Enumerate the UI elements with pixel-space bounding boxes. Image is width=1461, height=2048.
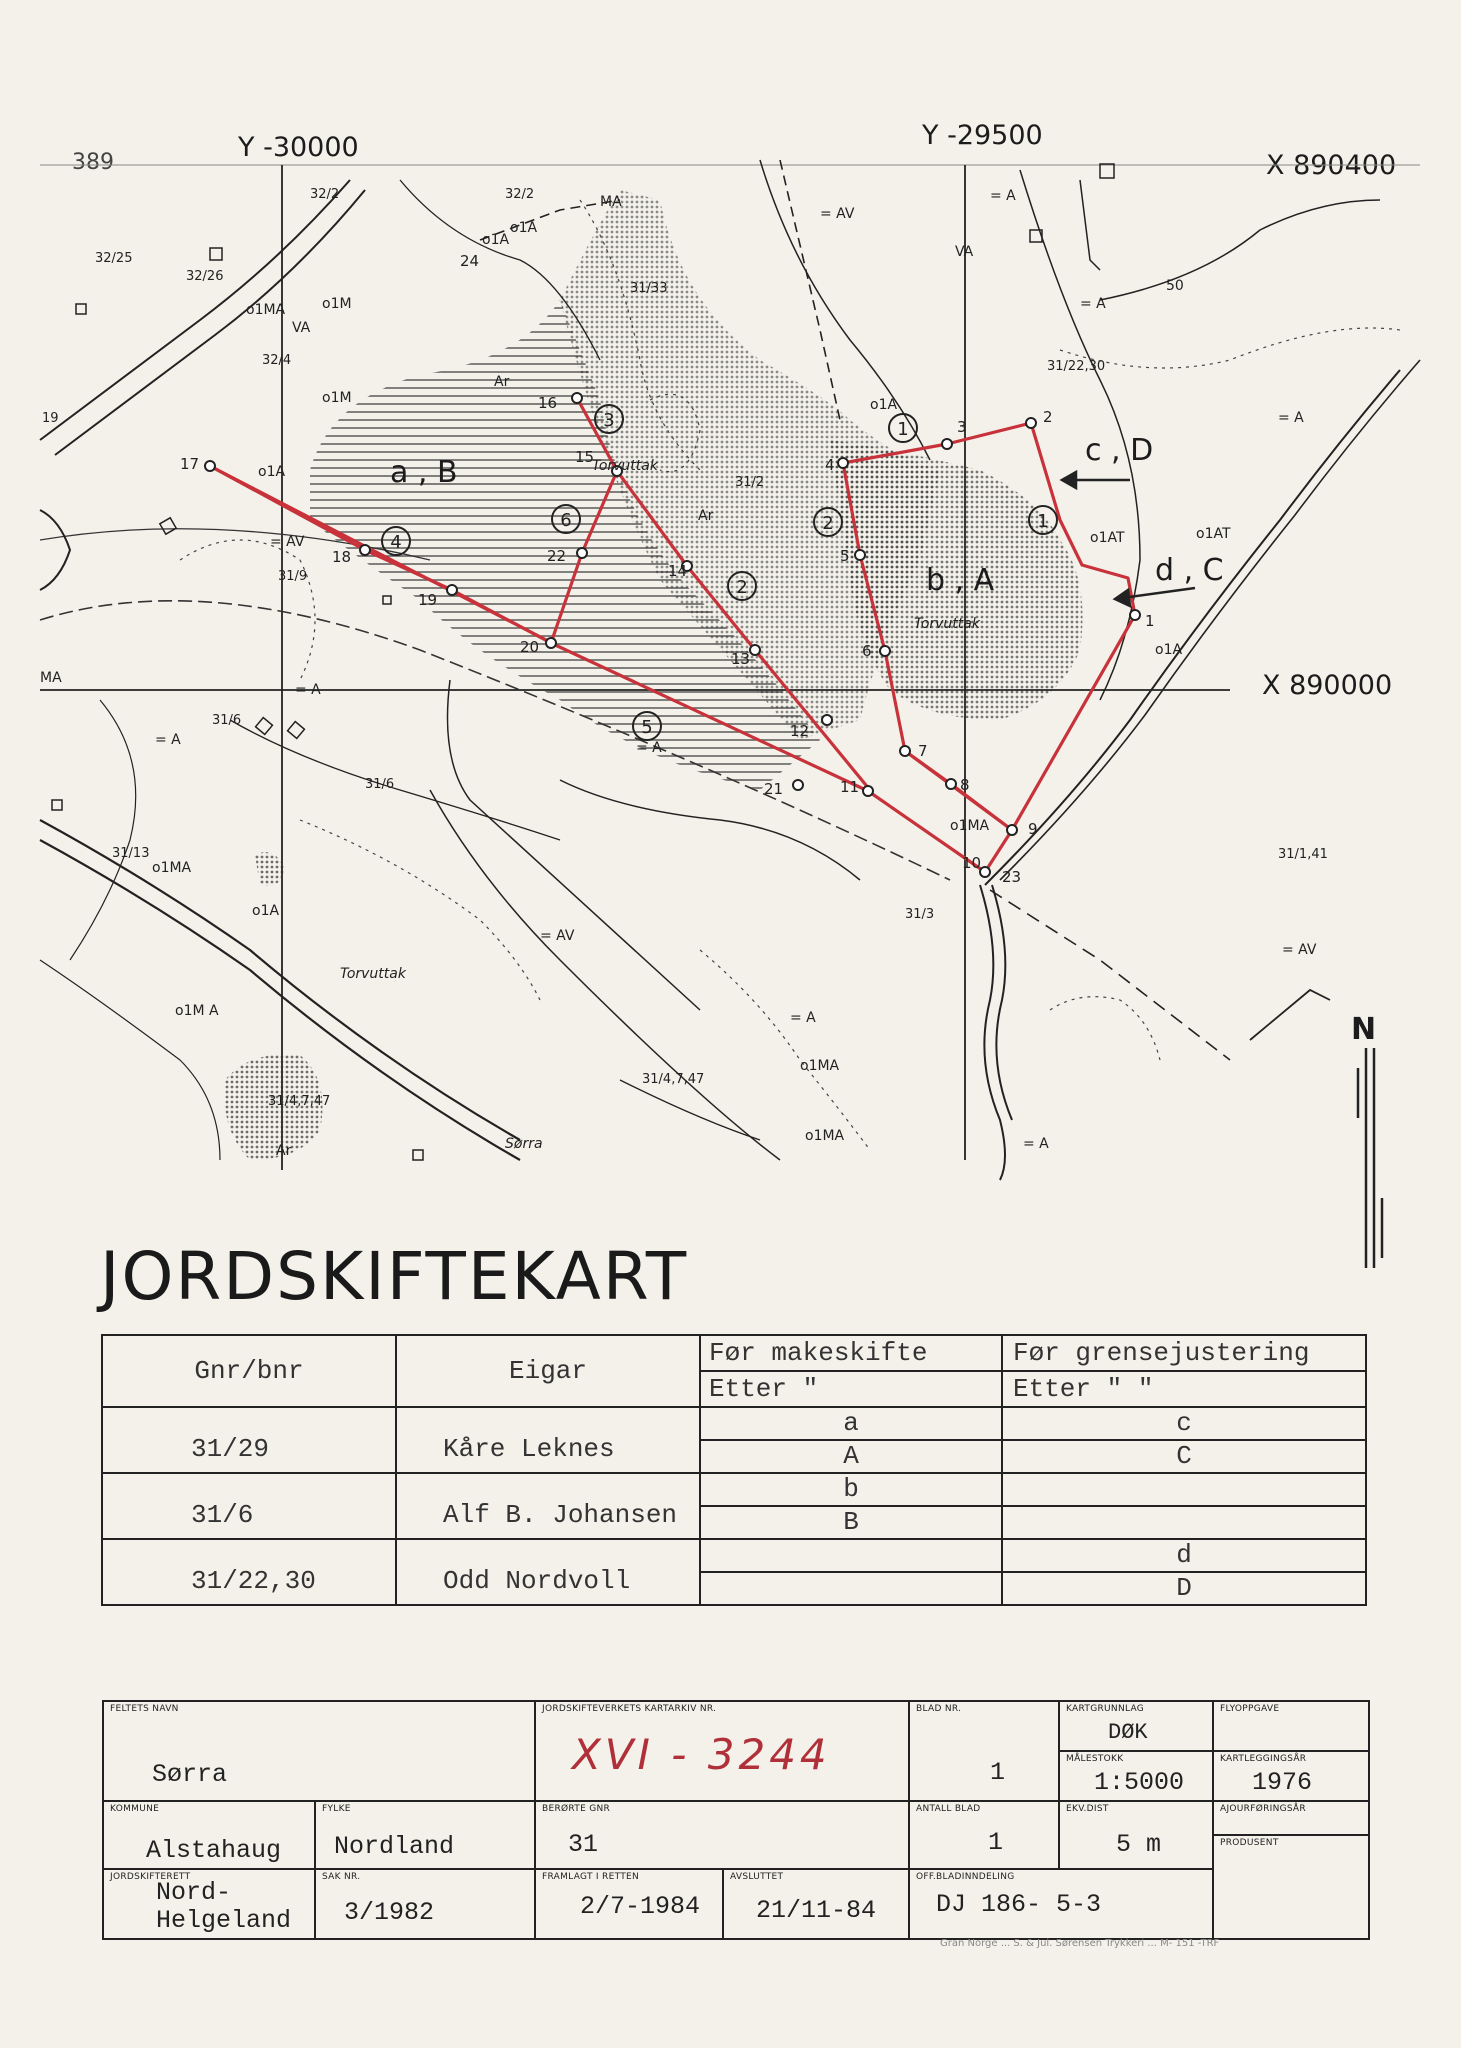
cell-feltets-navn [104,1702,536,1802]
svg-text:= A: = A [1080,296,1106,312]
label-flyoppgave: FLYOPPGAVE [1220,1704,1280,1714]
svg-text:Sørra: Sørra [505,1136,543,1152]
circled-number: 1 [897,419,909,440]
header-eigar-label: Eigar [508,1356,587,1386]
svg-text:o1A: o1A [1155,642,1183,658]
svg-text:3: 3 [957,418,967,436]
label-blad-nr: BLAD NR. [916,1704,962,1714]
label-kommune: KOMMUNE [110,1804,160,1814]
row-gnr: 31/29 [102,1407,396,1473]
value-kartgrunnlag: DØK [1108,1720,1148,1745]
svg-text:= A: = A [636,740,662,756]
value-berorte-gnr: 31 [568,1830,599,1859]
row-gj-bottom: D [1176,1573,1192,1603]
row-mk-bottom: A [843,1441,859,1471]
header-makeskifte-top: Før makeskifte [701,1336,1001,1372]
label-fylke: FYLKE [322,1804,351,1814]
cell-off-bladinndeling [910,1870,1214,1938]
svg-text:31/3: 31/3 [905,907,935,922]
label-antall-blad: ANTALL BLAD [916,1804,981,1814]
cell-kommune [104,1802,316,1870]
row-eigar: Odd Nordvoll [396,1539,700,1605]
area-code-cD: c , D [1085,433,1154,468]
svg-text:31/2: 31/2 [735,475,765,490]
value-fylke: Nordland [334,1832,455,1861]
svg-text:31/6: 31/6 [365,777,395,792]
row-gj-top [1003,1474,1365,1507]
svg-text:MA: MA [600,194,622,210]
svg-text:8: 8 [960,776,970,794]
svg-text:= AV: = AV [270,534,305,550]
svg-text:o1MA: o1MA [805,1128,845,1144]
svg-text:24: 24 [460,252,480,270]
svg-text:32/25: 32/25 [95,251,133,266]
svg-text:5: 5 [840,547,850,565]
circled-number: 1 [1037,511,1049,532]
x-coordinate-top: X 890400 [1266,150,1397,181]
row-mk-bottom [701,1573,1001,1604]
svg-text:16: 16 [538,394,558,412]
svg-text:Torvuttak: Torvuttak [914,616,980,632]
cell-blad-nr [910,1702,1060,1802]
map-title: JORDSKIFTEKART [100,1238,689,1315]
svg-text:MA: MA [40,670,62,686]
value-avslutta: 21/11-84 [756,1896,877,1925]
value-malestokk: 1:5000 [1094,1768,1185,1797]
owner-table [101,1334,1367,1606]
label-berorte-gnr: BERØRTE GNR [542,1804,611,1814]
north-label: N [1351,1012,1377,1047]
cell-ekv-dist [1060,1802,1214,1870]
cell-produsent [1214,1836,1368,1938]
svg-text:Ar: Ar [494,374,510,390]
cell-sak-nr [316,1870,536,1938]
svg-text:= AV: = AV [540,928,575,944]
value-sak-nr: 3/1982 [344,1898,435,1927]
title-block [102,1700,1370,1940]
row-mk-top [701,1540,1001,1573]
svg-text:13: 13 [731,650,751,668]
footer-print: Gran Norge ... S. & Jul. Sørensen Trykkeri ... M- 151 -TRF [940,1938,1220,1949]
table-row [102,1539,1366,1605]
svg-text:23: 23 [1002,868,1022,886]
cell-kartgrunnlag [1060,1702,1214,1752]
cell-kartarkiv [536,1702,910,1802]
svg-text:12: 12 [790,722,810,740]
svg-text:7: 7 [918,742,928,760]
svg-text:31/13: 31/13 [112,846,150,861]
row-eigar: Kåre Leknes [396,1407,700,1473]
row-gj-top: c [1003,1408,1365,1441]
label-kartleggingsar: KARTLEGGINGSÅR [1220,1754,1307,1764]
svg-text:o1A: o1A [482,232,510,248]
svg-text:31/4,7,47: 31/4,7,47 [268,1094,331,1109]
svg-text:o1A: o1A [258,464,286,480]
svg-text:31/22,30: 31/22,30 [1047,359,1106,374]
svg-text:Ar: Ar [698,508,714,524]
label-kartgrunnlag: KARTGRUNNLAG [1066,1704,1145,1714]
circled-number: 2 [736,577,748,598]
svg-text:VA: VA [292,320,311,336]
label-sak-nr: SAK NR. [322,1872,361,1882]
svg-text:18: 18 [332,548,352,566]
svg-text:= A: = A [790,1010,816,1026]
svg-text:Torvuttak: Torvuttak [592,458,658,474]
label-avslutta: AVSLUTTET [730,1872,784,1882]
circled-number: 4 [390,532,402,553]
value-kommune: Alstahaug [146,1836,282,1865]
row-gnr: 31/22,30 [102,1539,396,1605]
svg-text:o1MA: o1MA [246,302,286,318]
value-feltets-navn: Sørra [152,1760,228,1789]
y-coordinate-left: Y -30000 [238,132,359,163]
row-mk-top: a [701,1408,1001,1441]
cell-jordskifterett [104,1870,316,1938]
label-kartarkiv: JORDSKIFTEVERKETS KARTARKIV NR. [542,1704,717,1714]
circled-number: 6 [560,510,572,531]
svg-text:Torvuttak: Torvuttak [340,966,406,982]
svg-text:32/2: 32/2 [505,187,535,202]
circled-number: 3 [603,410,615,431]
svg-text:22: 22 [547,547,567,565]
svg-text:31/6: 31/6 [212,713,242,728]
area-code-dC: d , C [1155,553,1224,588]
page-number: 389 [72,150,114,175]
svg-text:32/26: 32/26 [186,269,224,284]
svg-text:o1A: o1A [870,397,898,413]
svg-text:o1M: o1M [322,390,352,406]
svg-text:10: 10 [962,854,982,872]
label-malestokk: MÅLESTOKK [1066,1754,1124,1764]
svg-text:VA: VA [955,244,974,260]
row-mk-top: b [701,1474,1001,1507]
y-coordinate-right: Y -29500 [922,120,1043,151]
svg-text:50: 50 [1166,278,1184,294]
cell-framlagt [536,1870,724,1938]
svg-text:o1AT: o1AT [1196,526,1231,542]
svg-text:= A: = A [990,188,1016,204]
svg-text:= A: = A [1023,1136,1049,1152]
label-jordskifterett: JORDSKIFTERETT [110,1872,191,1882]
svg-text:19: 19 [418,591,438,609]
value-jordskifterett-1: Nord- [156,1878,232,1907]
value-jordskifterett-2: Helgeland [156,1906,292,1935]
value-blad-nr: 1 [990,1758,1006,1787]
header-grense-top: Før grensejustering [1003,1336,1365,1372]
header-gnr [102,1335,396,1407]
svg-text:32/4: 32/4 [262,353,292,368]
north-arrow-icon [1352,1048,1388,1268]
svg-text:Ar: Ar [276,1143,292,1159]
svg-text:= A: = A [1278,410,1304,426]
row-mk-bottom: B [843,1507,859,1537]
cell-ajourforingsar [1214,1802,1368,1836]
cell-fylke [316,1802,536,1870]
svg-text:o1AT: o1AT [1090,530,1125,546]
label-off-bladinndeling: OFF.BLADINNDELING [916,1872,1015,1882]
header-eigar [396,1335,700,1407]
row-gj-bottom [1003,1507,1365,1538]
area-code-aB: a , B [390,455,458,490]
cell-flyoppgave [1214,1702,1368,1752]
value-kartleggingsar: 1976 [1252,1768,1313,1797]
cell-berorte-gnr [536,1802,910,1870]
svg-text:15: 15 [575,448,595,466]
svg-text:31/33: 31/33 [630,281,668,296]
svg-text:6: 6 [862,642,872,660]
header-grense-bottom: Etter " " [1013,1374,1154,1404]
value-off-bladinndeling: DJ 186- 5-3 [936,1890,1102,1919]
cell-malestokk [1060,1752,1214,1802]
circled-number: 2 [822,513,834,534]
label-produsent: PRODUSENT [1220,1838,1279,1848]
header-makeskifte-bottom: Etter " [709,1374,819,1404]
cell-avslutta [724,1870,910,1938]
svg-text:14: 14 [668,562,688,580]
cell-antall-blad [910,1802,1060,1870]
svg-text:= AV: = AV [1282,942,1317,958]
svg-text:11: 11 [840,778,860,796]
svg-text:= A: = A [295,682,321,698]
value-antall-blad: 1 [988,1828,1004,1857]
table-row [102,1407,1366,1473]
svg-text:2: 2 [1043,408,1053,426]
svg-text:o1MA: o1MA [950,818,990,834]
svg-text:17: 17 [180,455,200,473]
label-framlagt: FRAMLAGT I RETTEN [542,1872,640,1882]
svg-text:o1M: o1M [322,296,352,312]
svg-text:= A: = A [155,732,181,748]
table-row [102,1473,1366,1539]
svg-text:19: 19 [42,411,59,426]
svg-text:31/4,7,47: 31/4,7,47 [642,1072,705,1087]
row-gnr: 31/6 [102,1473,396,1539]
value-kartarkiv: XVI - 3244 [572,1730,831,1779]
area-code-bA: b , A [926,563,995,598]
svg-text:21: 21 [764,780,784,798]
svg-text:9: 9 [1028,820,1038,838]
row-eigar: Alf B. Johansen [396,1473,700,1539]
cell-kartleggingsar [1214,1752,1368,1802]
svg-text:o1A: o1A [252,903,280,919]
label-feltets-navn: FELTETS NAVN [110,1704,179,1714]
value-framlagt: 2/7-1984 [580,1892,701,1921]
label-ajourforingsar: AJOURFØRINGSÅR [1220,1804,1306,1814]
circled-number: 5 [641,717,653,738]
x-coordinate-mid: X 890000 [1262,670,1393,701]
label-ekv-dist: EKV.DIST [1066,1804,1109,1814]
svg-text:o1M A: o1M A [175,1003,219,1019]
row-gj-bottom: C [1176,1441,1192,1471]
svg-text:o1MA: o1MA [152,860,192,876]
svg-text:4: 4 [825,456,835,474]
svg-text:1: 1 [1145,612,1155,630]
svg-text:o1A: o1A [510,220,538,236]
svg-text:31/9: 31/9 [278,569,308,584]
svg-text:32/2: 32/2 [310,187,340,202]
header-gnr-label: Gnr/bnr [194,1356,304,1386]
value-ekv-dist: 5 m [1116,1830,1162,1859]
svg-text:o1MA: o1MA [800,1058,840,1074]
svg-text:20: 20 [520,638,540,656]
svg-text:31/1,41: 31/1,41 [1278,847,1328,862]
row-gj-top: d [1003,1540,1365,1573]
svg-text:= AV: = AV [820,206,855,222]
